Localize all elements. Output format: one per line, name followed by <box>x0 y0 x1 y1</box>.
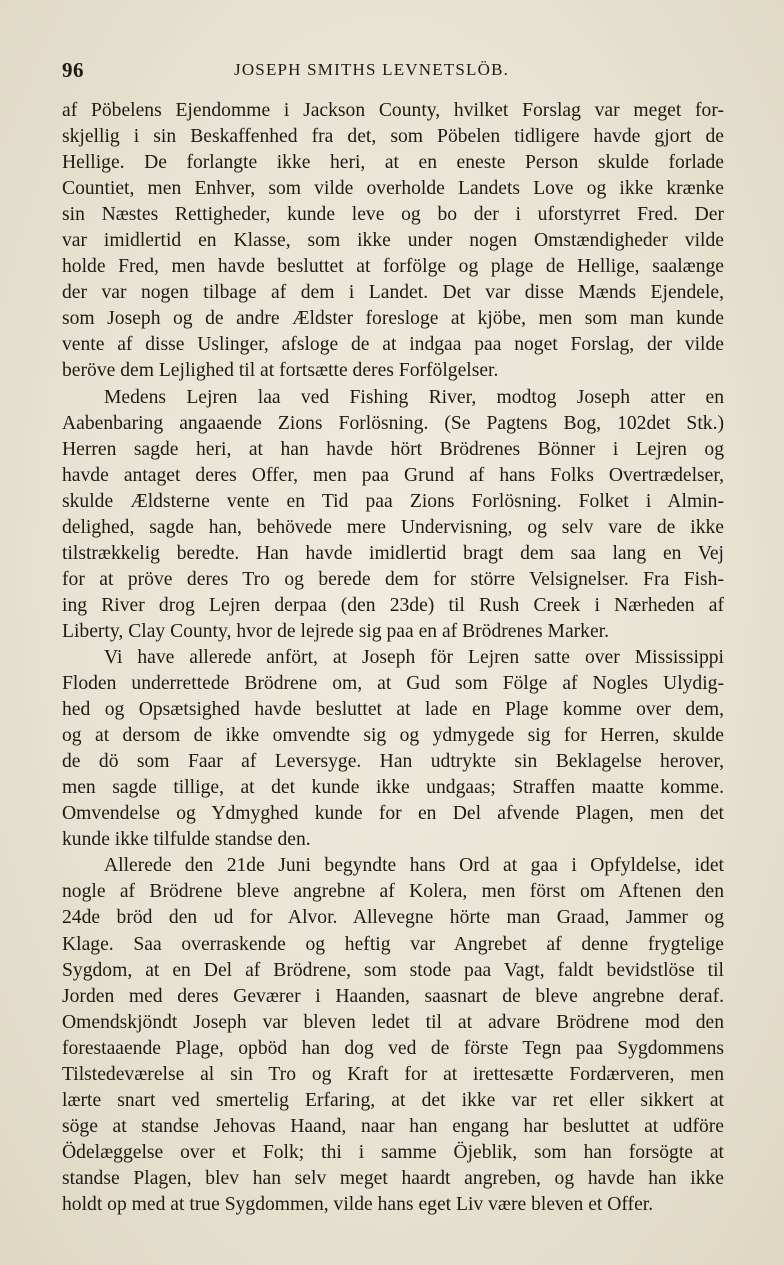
text-line: som Joseph og de andre Ældster foresloge at kjöbe, men som man kunde <box>62 308 724 330</box>
text-line: skjellig i sin Beskaffenhed fra det, som Pöbelen tidligere havde gjort de <box>62 126 724 148</box>
text-line: forestaaende Plage, opböd han dog ved de förste Tegn paa Sygdommens <box>62 1037 724 1059</box>
text-line: Omvendelse og Ydmyghed kunde for en Del afvende Plagen, men det <box>62 803 724 825</box>
paragraph-1 <box>62 98 724 385</box>
paragraph-4 <box>62 853 724 1218</box>
text-line: delighed, sagde han, behövede mere Undervisning, og selv vare de ikke <box>62 516 724 538</box>
text-line: Tilstedeværelse al sin Tro og Kraft for at irettesætte Fordærveren, men <box>62 1063 724 1085</box>
text-line: Countiet, men Enhver, som vilde overholde Landets Love og ikke krænke <box>62 178 724 200</box>
text-line: lærte snart ved smertelig Erfaring, at det ikke var ret eller sikkert at <box>62 1089 724 1111</box>
page-number: 96 <box>62 58 84 82</box>
text-line: for at pröve deres Tro og berede dem for större Velsignelser. Fra Fish- <box>62 568 724 590</box>
text-line: skulde Ældsterne vente en Tid paa Zions Forlösning. Folket i Almin- <box>62 490 724 512</box>
text-line: og at dersom de ikke omvendte sig og ydmygede sig for Herren, skulde <box>62 725 724 747</box>
text-line: hed og Opsætsighed havde besluttet at lade en Plage komme over dem, <box>62 699 724 721</box>
page-header <box>62 58 722 84</box>
text-line: holde Fred, men havde besluttet at forfölge og plage de Hellige, saalænge <box>62 256 724 278</box>
text-line: Medens Lejren laa ved Fishing River, modtog Joseph atter en <box>104 386 724 408</box>
text-line: söge at standse Jehovas Haand, naar han engang har besluttet at udföre <box>62 1115 724 1137</box>
text-line: Omendskjöndt Joseph var bleven ledet til at advare Brödrene mod den <box>62 1011 724 1033</box>
text-line: Floden underrettede Brödrene om, at Gud som Fölge af Nogles Ulydig- <box>62 673 724 695</box>
text-line: holdt op med at true Sygdommen, vilde hans eget Liv være bleven et Offer. <box>62 1193 654 1215</box>
text-line: var imidlertid en Klasse, som ikke under nogen Omstændigheder vilde <box>62 230 724 252</box>
text-line: ing River drog Lejren derpaa (den 23de) til Rush Creek i Nærheden af <box>62 594 724 616</box>
text-line: Vi have allerede anfört, at Joseph för Lejren satte over Mississippi <box>104 646 724 668</box>
text-line: Aabenbaring angaaende Zions Forlösning. (Se Pagtens Bog, 102det Stk.) <box>62 412 724 434</box>
text-line: Sygdom, at en Del af Brödrene, som stode paa Vagt, faldt bevidstlöse til <box>62 959 724 981</box>
text-line: kunde ikke tilfulde standse den. <box>62 829 311 851</box>
text-line: standse Plagen, blev han selv meget haardt angreben, og havde han ikke <box>62 1167 724 1189</box>
text-line: nogle af Brödrene bleve angrebne af Kolera, men först om Aftenen den <box>62 881 724 903</box>
text-line: Hellige. De forlangte ikke heri, at en eneste Person skulde forlade <box>62 152 724 174</box>
text-line: sin Næstes Rettigheder, kunde leve og bo der i uforstyrret Fred. Der <box>62 204 724 226</box>
text-line: Allerede den 21de Juni begyndte hans Ord at gaa i Opfyldelse, idet <box>104 855 724 877</box>
text-line: Herren sagde heri, at han havde hört Brödrenes Bönner i Lejren og <box>62 438 724 460</box>
text-line: Ödelæggelse over et Folk; thi i samme Öjeblik, som han forsögte at <box>62 1141 724 1163</box>
text-line: de dö som Faar af Leversyge. Han udtrykte sin Beklagelse herover, <box>62 751 724 773</box>
text-line: der var nogen tilbage af dem i Landet. Det var disse Mænds Ejendele, <box>62 282 724 304</box>
text-line: Liberty, Clay County, hvor de lejrede sig paa en af Brödrenes Marker. <box>62 620 609 642</box>
text-line: tilstrækkelig beredte. Han havde imidlertid bragt dem saa lang en Vej <box>62 542 724 564</box>
text-line: beröve dem Lejlighed til at fortsætte deres Forfölgelser. <box>62 360 499 382</box>
running-title: JOSEPH SMITHS LEVNETSLÖB. <box>234 60 510 79</box>
text-line: men sagde tillige, at det kunde ikke undgaas; Straffen maatte komme. <box>62 777 724 799</box>
text-line: af Pöbelens Ejendomme i Jackson County, hvilket Forslag var meget for- <box>62 100 724 121</box>
text-line: Klage. Saa overraskende og heftig var Angrebet af denne frygtelige <box>62 933 724 955</box>
text-line: 24de bröd den ud for Alvor. Allevegne hörte man Graad, Jammer og <box>62 907 724 929</box>
text-line: havde antaget deres Offer, men paa Grund af hans Folks Overtrædelser, <box>62 464 724 486</box>
text-line: vente af disse Uslinger, afsloge de at indgaa paa noget Forslag, der vilde <box>62 334 724 356</box>
paragraph-2 <box>62 385 724 645</box>
body-text <box>62 98 724 1218</box>
text-line: Jorden med deres Geværer i Haanden, saasnart de bleve angrebne deraf. <box>62 985 724 1007</box>
paragraph-3 <box>62 645 724 853</box>
